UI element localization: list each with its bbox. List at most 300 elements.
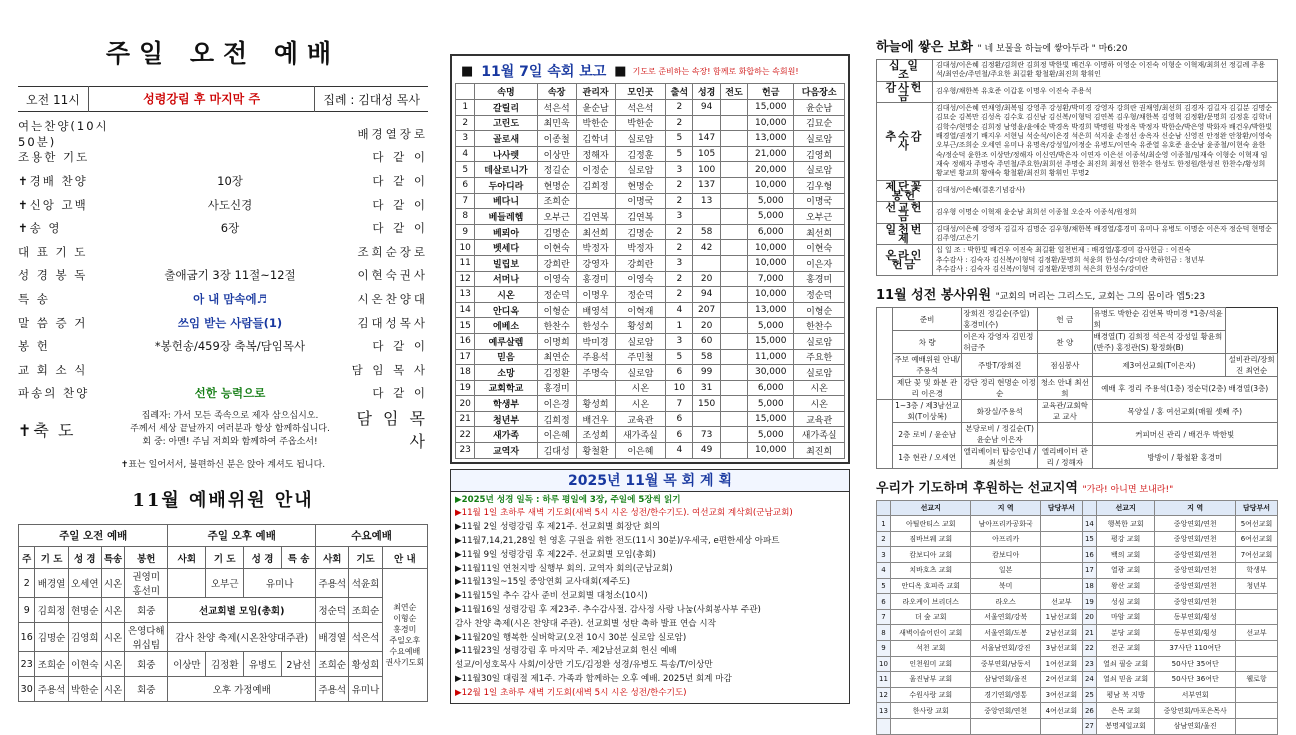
mis-col-head: 담당부서 bbox=[1235, 501, 1277, 516]
att-cell: 6 bbox=[666, 411, 693, 427]
att-cell: 16 bbox=[456, 333, 475, 349]
att-cell: 5 bbox=[456, 162, 475, 178]
att-cell bbox=[720, 209, 747, 225]
att-cell: 이영숙 bbox=[615, 271, 666, 287]
att-cell: 2 bbox=[666, 271, 693, 287]
mission-cell: 16 bbox=[1082, 547, 1096, 563]
page-title: 주일 오전 예배 bbox=[105, 39, 341, 68]
att-cell: 5,000 bbox=[748, 318, 794, 334]
staff-cell: 회중 bbox=[125, 677, 168, 702]
att-row bbox=[456, 162, 845, 178]
mission-cell: 전군 교회 bbox=[1096, 640, 1154, 656]
att-cell: 8 bbox=[456, 209, 475, 225]
mission-cell: 8 bbox=[877, 625, 891, 641]
mission-cell: 19 bbox=[1082, 594, 1096, 610]
order-leader: 담 임 목 사 bbox=[351, 362, 428, 377]
plan-box bbox=[450, 469, 850, 704]
mission-cell: 10 bbox=[877, 656, 891, 672]
order-row bbox=[18, 334, 428, 358]
att-cell: 박한순 bbox=[576, 115, 615, 131]
att-cell: 박한순 bbox=[615, 115, 666, 131]
plan-item: 설교/이성호목사 사회/이상만 기도/김정환 성경/유병도 특송/T/이상만 bbox=[455, 660, 713, 671]
staff-row bbox=[19, 598, 428, 623]
staff-col-head: 특송 bbox=[101, 547, 124, 569]
offering-kind: 제단꽃봉헌 bbox=[877, 180, 933, 202]
att-cell: 김연복 bbox=[615, 209, 666, 225]
benediction-row bbox=[18, 405, 428, 453]
mission-cell: 남아프리카공화국 bbox=[971, 516, 1041, 532]
plan-item: ▶11월11일 연천지방 실행부 회의. 교역자 회의(군남교회) bbox=[455, 563, 673, 574]
att-cell bbox=[720, 271, 747, 287]
att-cell: 19 bbox=[456, 380, 475, 396]
mission-cell: 백의 교회 bbox=[1096, 547, 1154, 563]
plan-item: ▶11월30일 대림절 제1주. 가족과 함께하는 오후 예배. 2025년 회계 마감 bbox=[455, 674, 732, 685]
att-cell: 2 bbox=[666, 240, 693, 256]
benediction-leader: 담 임 목 사 bbox=[356, 409, 428, 452]
staff-cell: 배경열 bbox=[35, 569, 68, 598]
att-cell: 10,000 bbox=[748, 177, 794, 193]
att-cell: 홍경미 bbox=[576, 271, 615, 287]
att-cell: 김정훈 bbox=[615, 146, 666, 162]
att-cell bbox=[720, 224, 747, 240]
att-cell bbox=[720, 365, 747, 381]
att-row bbox=[456, 115, 845, 131]
staff-col-head: 기 도 bbox=[206, 547, 244, 569]
mission-cell: 인천원미 교회 bbox=[891, 656, 971, 672]
order-content: 6장 bbox=[220, 221, 240, 236]
att-cell: 3 bbox=[456, 131, 475, 147]
offering-names: 십 일 조 : 박한빛 배건우 이진숙 최길환 일천번제 : 배경열/홍경미 감사헌금 : 이진숙 추수감사 : 김숙자 김신복/이형덕 김정환/문명희 석윤희 한성수/강미란 축하헌금 : 청년부 추수감사 : 김숙자 김신복/이형덕 김정환/문명희 석은희 한성수/강미란 bbox=[933, 245, 1278, 276]
att-row bbox=[456, 224, 845, 240]
mission-cell bbox=[1235, 718, 1277, 734]
att-cell: 17 bbox=[456, 349, 475, 365]
att-row bbox=[456, 302, 845, 318]
mission-cell: 라오스 bbox=[971, 594, 1041, 610]
att-row bbox=[456, 271, 845, 287]
order-leader: 시온찬양대 bbox=[357, 291, 428, 306]
order-row bbox=[18, 146, 428, 170]
mission-cell bbox=[1040, 563, 1082, 579]
att-row bbox=[456, 333, 845, 349]
mission-cell: 25 bbox=[1082, 687, 1096, 703]
att-cell: 5,000 bbox=[748, 427, 794, 443]
mission-cell: 2 bbox=[877, 531, 891, 547]
att-cell: 94 bbox=[693, 287, 720, 303]
order-label: 교 회 소 식 bbox=[18, 362, 88, 377]
volunteer-cell: 점심봉사 bbox=[1038, 354, 1092, 377]
att-cell: 20,000 bbox=[748, 162, 794, 178]
mission-cell: 캄보디아 bbox=[971, 547, 1041, 563]
offering-names: 김대성/이은혜 연채영/최복임 강영주 강성환/박미경 강영자 강희란 권채영/최선희 김경자 김길자 김길분 김명순 김묘순 김복만 김성옥 김수호 김신남 김신복/이형덕 김연복 김우형/채한복 김영혁 김정환/문명희 김정훈 김학녀 김학수/현명순 김희정 남영윤/윤애순 박경옥 박경희 박명원 박정옥 박정자 박한순/박은영 박화자 배건우/박한빛 배경열/권정기 배지우 서현님 석순석/이은경 석은희 석지윤 손정선 송옥자 신순남 신영진 안정완 안창환/이영숙 오부근/조희순 오세연 유미나 유명옥/강성일/이정순 유병도/이연숙 유준열 유호준 윤순남 윤종철/이현숙 윤한숙/정순덕 윤한조 이상만/정해자 이신연/박은자 이연자 이은선 이종석/최순영 이종철/임재숙 이형순 이혁재 임재숙 정해자 주명숙 주민철/주요한/최희선 주명순 최진희 최정선 한찬수 한성도 한정원/한성진 한찬수/황성희 황교빈 황교희 황애숙 황철환/최진희 황휘인 무명2 bbox=[933, 103, 1278, 180]
att-cell: 현명순 bbox=[537, 177, 576, 193]
att-cell: 최진희 bbox=[794, 443, 845, 459]
mission-row bbox=[877, 640, 1278, 656]
mission-cell: 3 bbox=[877, 547, 891, 563]
attendance-header bbox=[455, 59, 845, 83]
att-col-head: 속장 bbox=[537, 84, 576, 100]
att-cell: 3 bbox=[666, 162, 693, 178]
mission-cell: 행복한 교회 bbox=[1096, 516, 1154, 532]
att-cell: 9 bbox=[456, 224, 475, 240]
att-cell: 5 bbox=[666, 349, 693, 365]
att-cell: 교육관 bbox=[794, 411, 845, 427]
att-cell: 이은자 bbox=[794, 255, 845, 271]
left-column bbox=[18, 0, 428, 711]
staff-cell: 2남선 bbox=[282, 652, 316, 677]
att-row bbox=[456, 240, 845, 256]
att-cell: 갈릴리 bbox=[475, 100, 537, 116]
staff-row bbox=[19, 652, 428, 677]
mission-cell: 중앙연회/연천 bbox=[1155, 531, 1236, 547]
att-cell: 두아디라 bbox=[475, 177, 537, 193]
staff-head-am: 주일 오전 예배 bbox=[19, 525, 168, 547]
att-row bbox=[456, 255, 845, 271]
order-label: 특 송 bbox=[18, 291, 50, 306]
staff-cell: 회중 bbox=[125, 652, 168, 677]
att-cell: 15,000 bbox=[748, 100, 794, 116]
att-cell: 10,000 bbox=[748, 443, 794, 459]
volunteer-cell: 이은자 강영자 김민정 허금주 bbox=[962, 331, 1038, 354]
mission-cell: 한사랑 교회 bbox=[891, 703, 971, 719]
staff-col-head: 성 경 bbox=[244, 547, 282, 569]
volunteer-cell: 유병도 박한순 김연복 박미경 *1층/석윤희 bbox=[1092, 308, 1226, 331]
offering-row bbox=[877, 81, 1278, 103]
staff-col-head: 사회 bbox=[316, 547, 349, 569]
att-cell: 15,000 bbox=[748, 411, 794, 427]
att-cell: 시온 bbox=[615, 396, 666, 412]
att-cell: 베뢰아 bbox=[475, 224, 537, 240]
att-cell: 94 bbox=[693, 100, 720, 116]
volunteer-cell: 찬 양 bbox=[1038, 331, 1092, 354]
plan-item: ▶11월 9일 성령강림 후 제22주. 선교회별 모임(총회) bbox=[455, 549, 656, 560]
volunteer-group-label bbox=[877, 308, 893, 400]
mission-cell: 중앙연회/연천 bbox=[1155, 563, 1236, 579]
plan-item: ▶11월23일 성령강림 후 마지막 주. 제2남선교회 헌신 예배 bbox=[455, 646, 677, 657]
mission-cell: 열광 교회 bbox=[1096, 563, 1154, 579]
att-cell: 2 bbox=[666, 177, 693, 193]
att-cell bbox=[693, 411, 720, 427]
mission-cell: 21 bbox=[1082, 625, 1096, 641]
mission-cell: 성심 교회 bbox=[1096, 594, 1154, 610]
cleaning-cell: 1층 현관 / 오세연 bbox=[893, 446, 962, 469]
volunteer-cell: 설비관리/장희진 최연순 bbox=[1226, 354, 1278, 377]
standing-note: ✝표는 일어서서, 불편하신 분은 앉아 계셔도 됩니다. bbox=[120, 460, 326, 471]
order-leader: 다 같 이 bbox=[372, 339, 428, 354]
mission-cell bbox=[1040, 547, 1082, 563]
att-cell: 황철환 bbox=[576, 443, 615, 459]
att-cell bbox=[720, 396, 747, 412]
offering-kind: 일천번제 bbox=[877, 223, 933, 245]
att-cell: 실로암 bbox=[615, 162, 666, 178]
offering-names: 김대성/이은혜 김정환/김희란 김희정 박한빛 배건우 이명하 이영순 이진숙 이형순 이혁재/최희선 정길례 주용석/최연순/주민철/주요한 최길환 황철환/최진희 황휘인 bbox=[933, 60, 1278, 82]
mission-cell: 37사단 110여단 bbox=[1155, 640, 1236, 656]
staff-cell: 오부근 bbox=[206, 569, 244, 598]
mission-cell: 27 bbox=[1082, 718, 1096, 734]
att-cell bbox=[693, 255, 720, 271]
cleaning-cell: 방방이 / 황철환 홍경미 bbox=[1092, 446, 1277, 469]
att-cell: 홍경미 bbox=[794, 271, 845, 287]
mission-cell: 분당 교회 bbox=[1096, 625, 1154, 641]
staff-cell: 김영희 bbox=[68, 623, 101, 652]
mission-cell bbox=[1235, 703, 1277, 719]
order-leader: 다 같 이 bbox=[372, 386, 428, 401]
offering-row bbox=[877, 223, 1278, 245]
mission-cell: 은목 교회 bbox=[1096, 703, 1154, 719]
order-content: 아 내 맘속에♬ bbox=[193, 291, 267, 306]
order-row bbox=[18, 193, 428, 217]
att-cell: 이명국 bbox=[615, 193, 666, 209]
att-cell: 이은경 bbox=[537, 396, 576, 412]
staff-cell: 박한순 bbox=[68, 677, 101, 702]
order-row bbox=[18, 311, 428, 335]
att-cell bbox=[720, 193, 747, 209]
att-cell: 21,000 bbox=[748, 146, 794, 162]
att-cell: 58 bbox=[693, 349, 720, 365]
cleaning-cell: 엘리베이터 관리 / 정해자 bbox=[1038, 446, 1092, 469]
staff-col-head: 성 경 bbox=[68, 547, 101, 569]
att-cell bbox=[720, 255, 747, 271]
mission-cell: 마암 교회 bbox=[1096, 609, 1154, 625]
mission-cell: 2남선교회 bbox=[1040, 625, 1082, 641]
mission-cell: 중부연회/남동서 bbox=[971, 656, 1041, 672]
staff-cell: 9 bbox=[19, 598, 35, 623]
order-content: *봉헌송/459장 축복/담임목사 bbox=[154, 339, 306, 354]
att-cell bbox=[720, 333, 747, 349]
att-cell: 베다니 bbox=[475, 193, 537, 209]
att-cell bbox=[720, 318, 747, 334]
mis-col-no bbox=[877, 501, 891, 516]
plan-title: 2025년 11월 목 회 계 획 bbox=[451, 470, 849, 492]
mission-table bbox=[876, 500, 1278, 734]
att-cell: 이형순 bbox=[794, 302, 845, 318]
att-cell: 에베소 bbox=[475, 318, 537, 334]
mission-cell: 20 bbox=[1082, 609, 1096, 625]
att-cell: 박정자 bbox=[615, 240, 666, 256]
staff-cell: 시온 bbox=[101, 677, 124, 702]
mission-cell: 열쇠 필승 교회 bbox=[1096, 656, 1154, 672]
staff-cell bbox=[168, 569, 206, 598]
mission-cell: 50사단 36여단 bbox=[1155, 672, 1236, 688]
att-cell bbox=[720, 146, 747, 162]
cleaning-row bbox=[877, 423, 1278, 446]
mission-row bbox=[877, 609, 1278, 625]
staff-cell: 조희순 bbox=[349, 598, 382, 623]
att-row bbox=[456, 100, 845, 116]
staff-col-head: 기도 bbox=[349, 547, 382, 569]
cleaning-cell: 목양실 / 홍 여선교회(매월 셋째 주) bbox=[1092, 400, 1277, 423]
att-cell bbox=[720, 131, 747, 147]
order-label: 파송의 찬양 bbox=[18, 386, 90, 401]
mission-cell bbox=[1235, 609, 1277, 625]
mission-cell: 중앙연회/연천 bbox=[1155, 516, 1236, 532]
volunteer-title-text: 11월 성전 봉사위원 bbox=[876, 288, 992, 304]
att-cell: 21 bbox=[456, 411, 475, 427]
mission-row bbox=[877, 672, 1278, 688]
att-cell: 20 bbox=[693, 318, 720, 334]
plan-item: ▶11월20일 행복한 실버학교(오전 10시 30분 실로암 실로암) bbox=[455, 632, 687, 643]
att-cell: 2 bbox=[666, 115, 693, 131]
att-cell: 10 bbox=[666, 380, 693, 396]
attendance-title: 11월 7일 속회 보고 bbox=[481, 64, 607, 80]
att-cell: 주요한 bbox=[794, 349, 845, 365]
volunteer-cell: 청소 안내 최선희 bbox=[1038, 377, 1092, 400]
order-leader: 다 같 이 bbox=[372, 197, 428, 212]
mission-cell: 중앙연회/마포은목사 bbox=[1155, 703, 1236, 719]
att-cell: 새가족실 bbox=[615, 427, 666, 443]
mission-cell: 1 bbox=[877, 516, 891, 532]
att-cell: 2 bbox=[666, 100, 693, 116]
staff-guide: 최연순 이형순 홍경미 주일오후 수요예배 권사기도회 bbox=[382, 569, 427, 702]
att-cell: 이혁재 bbox=[615, 302, 666, 318]
staff-cell: 주용석 bbox=[35, 677, 68, 702]
att-cell: 150 bbox=[693, 396, 720, 412]
att-cell: 3 bbox=[666, 333, 693, 349]
att-cell: 11 bbox=[456, 255, 475, 271]
mission-row bbox=[877, 718, 1278, 734]
square-icon: ■ bbox=[614, 63, 627, 79]
att-cell bbox=[720, 115, 747, 131]
mission-cell: 삼남연회/울진 bbox=[971, 672, 1041, 688]
att-row bbox=[456, 287, 845, 303]
att-cell: 주용석 bbox=[576, 349, 615, 365]
mission-title bbox=[876, 477, 1278, 496]
att-col-head: 출석 bbox=[666, 84, 693, 100]
volunteer-cell: 헌 금 bbox=[1038, 308, 1092, 331]
order-label: ✝경배 찬양 bbox=[18, 173, 88, 188]
square-icon: ■ bbox=[461, 63, 474, 79]
att-cell: 이현숙 bbox=[794, 240, 845, 256]
order-content: 쓰임 받는 사람들(1) bbox=[177, 315, 283, 330]
order-content: 사도신경 bbox=[207, 197, 253, 212]
att-cell: 박정자 bbox=[576, 240, 615, 256]
plan-item: ▶11월7,14,21,28일 헌 영혼 구원을 위한 전도(11시 30분)/우세국, e편한세상 아파트 bbox=[455, 536, 780, 547]
att-row bbox=[456, 365, 845, 381]
cleaning-cell: 2층 로비 / 윤순남 bbox=[893, 423, 962, 446]
mission-row bbox=[877, 703, 1278, 719]
att-cell: 강희란 bbox=[615, 255, 666, 271]
att-cell: 실로암 bbox=[615, 365, 666, 381]
att-cell: 나사렛 bbox=[475, 146, 537, 162]
offering-subtitle: " 네 보물을 하늘에 쌓아두라 " 마6:20 bbox=[977, 44, 1128, 54]
order-label: ✝송 영 bbox=[18, 221, 62, 236]
mission-cell: 치바호츠 교회 bbox=[891, 563, 971, 579]
att-cell: 석은석 bbox=[537, 100, 576, 116]
att-row bbox=[456, 177, 845, 193]
staff-cell: 23 bbox=[19, 652, 35, 677]
att-cell: 조성희 bbox=[576, 427, 615, 443]
service-time: 오전 11시 bbox=[26, 92, 80, 107]
att-cell: 예루살렘 bbox=[475, 333, 537, 349]
volunteer-row bbox=[877, 308, 1278, 331]
mission-cell: 선교부 bbox=[1235, 625, 1277, 641]
att-cell: 60 bbox=[693, 333, 720, 349]
att-cell: 실로암 bbox=[794, 131, 845, 147]
order-leader: 조희순장로 bbox=[357, 244, 428, 259]
att-cell: 실로암 bbox=[794, 365, 845, 381]
att-cell: 최선희 bbox=[794, 224, 845, 240]
mis-col-head: 선교지 bbox=[1096, 501, 1154, 516]
att-cell: 조희순 bbox=[537, 193, 576, 209]
staff-cell: 시온 bbox=[101, 569, 124, 598]
att-cell: 박미경 bbox=[576, 333, 615, 349]
att-cell bbox=[720, 287, 747, 303]
service-header bbox=[18, 86, 428, 112]
staff-cell: 2 bbox=[19, 569, 35, 598]
offering-title-text: 하늘에 쌓은 보화 bbox=[876, 40, 973, 55]
volunteer-subtitle: "교회의 머리는 그리스도, 교회는 그의 몸이라 엡5:23 bbox=[995, 292, 1206, 303]
mission-cell: 평강 교회 bbox=[1096, 531, 1154, 547]
mission-cell: 3남선교회 bbox=[1040, 640, 1082, 656]
staff-cell: 조희순 bbox=[316, 652, 349, 677]
att-cell: 14 bbox=[456, 302, 475, 318]
mission-cell: 경기연회/영통 bbox=[971, 687, 1041, 703]
att-row bbox=[456, 146, 845, 162]
offering-kind: 감사헌금 bbox=[877, 81, 933, 103]
cleaning-group-label bbox=[877, 400, 893, 469]
att-cell: 5,000 bbox=[748, 193, 794, 209]
plan-item: ▶11월13일~15일 중앙연회 교사대회(제주도) bbox=[455, 577, 631, 588]
att-cell: 김정환 bbox=[537, 365, 576, 381]
att-cell: 정길순 bbox=[537, 162, 576, 178]
att-cell: 서머나 bbox=[475, 271, 537, 287]
att-cell: 6,000 bbox=[748, 380, 794, 396]
offering-names: 김대성/이은혜 강영자 김길자 김명순 김우형/채한복 배경열/홍경미 유미나 유병도 이명순 이은자 정순덕 현명순 김주영/고은기 bbox=[933, 223, 1278, 245]
volunteer-cell: 준비 bbox=[893, 308, 962, 331]
att-col-head: 다음장소 bbox=[794, 84, 845, 100]
cleaning-cell: 화장실/주용석 bbox=[962, 400, 1038, 423]
att-cell: 데살로니가 bbox=[475, 162, 537, 178]
order-row bbox=[18, 287, 428, 311]
staff-cell: 정순덕 bbox=[316, 598, 349, 623]
staff-cell: 시온 bbox=[101, 598, 124, 623]
order-label: 말 씀 증 거 bbox=[18, 315, 88, 330]
staff-col-head: 봉헌 bbox=[125, 547, 168, 569]
order-leader: 이현숙권사 bbox=[357, 268, 428, 283]
offering-kind: 선교헌금 bbox=[877, 202, 933, 224]
att-cell: 정순덕 bbox=[794, 287, 845, 303]
att-cell: 이종철 bbox=[537, 131, 576, 147]
att-cell: 이명희 bbox=[537, 333, 576, 349]
att-cell: 2 bbox=[666, 193, 693, 209]
staff-head-pm: 주일 오후 예배 bbox=[168, 525, 316, 547]
mission-row bbox=[877, 625, 1278, 641]
att-cell: 교역자 bbox=[475, 443, 537, 459]
mission-cell: 웰로항 bbox=[1235, 672, 1277, 688]
att-cell bbox=[720, 240, 747, 256]
mission-cell: 4여선교회 bbox=[1040, 703, 1082, 719]
order-label: ✝신앙 고백 bbox=[18, 197, 88, 212]
cleaning-cell: 커피머신 관리 / 배건우 박한빛 bbox=[1092, 423, 1277, 446]
staff-table bbox=[18, 524, 428, 702]
plan-list bbox=[451, 492, 849, 703]
att-cell: 이영숙 bbox=[537, 271, 576, 287]
att-cell: 22 bbox=[456, 427, 475, 443]
order-label: 봉 헌 bbox=[18, 339, 50, 354]
att-cell: 김희정 bbox=[576, 177, 615, 193]
order-row bbox=[18, 358, 428, 382]
att-cell: 13 bbox=[693, 193, 720, 209]
staff-cell: 석윤희 bbox=[349, 569, 382, 598]
middle-column bbox=[450, 0, 850, 711]
att-cell: 김대성 bbox=[537, 443, 576, 459]
order-row bbox=[18, 240, 428, 264]
mission-cell: 4 bbox=[877, 563, 891, 579]
att-cell: 실로암 bbox=[794, 333, 845, 349]
att-row bbox=[456, 318, 845, 334]
mission-cell: 안디옥 호피족 교회 bbox=[891, 578, 971, 594]
mission-subtitle: "가라! 아니면 보내라!" bbox=[1082, 485, 1174, 496]
att-cell: 최민욱 bbox=[537, 115, 576, 131]
